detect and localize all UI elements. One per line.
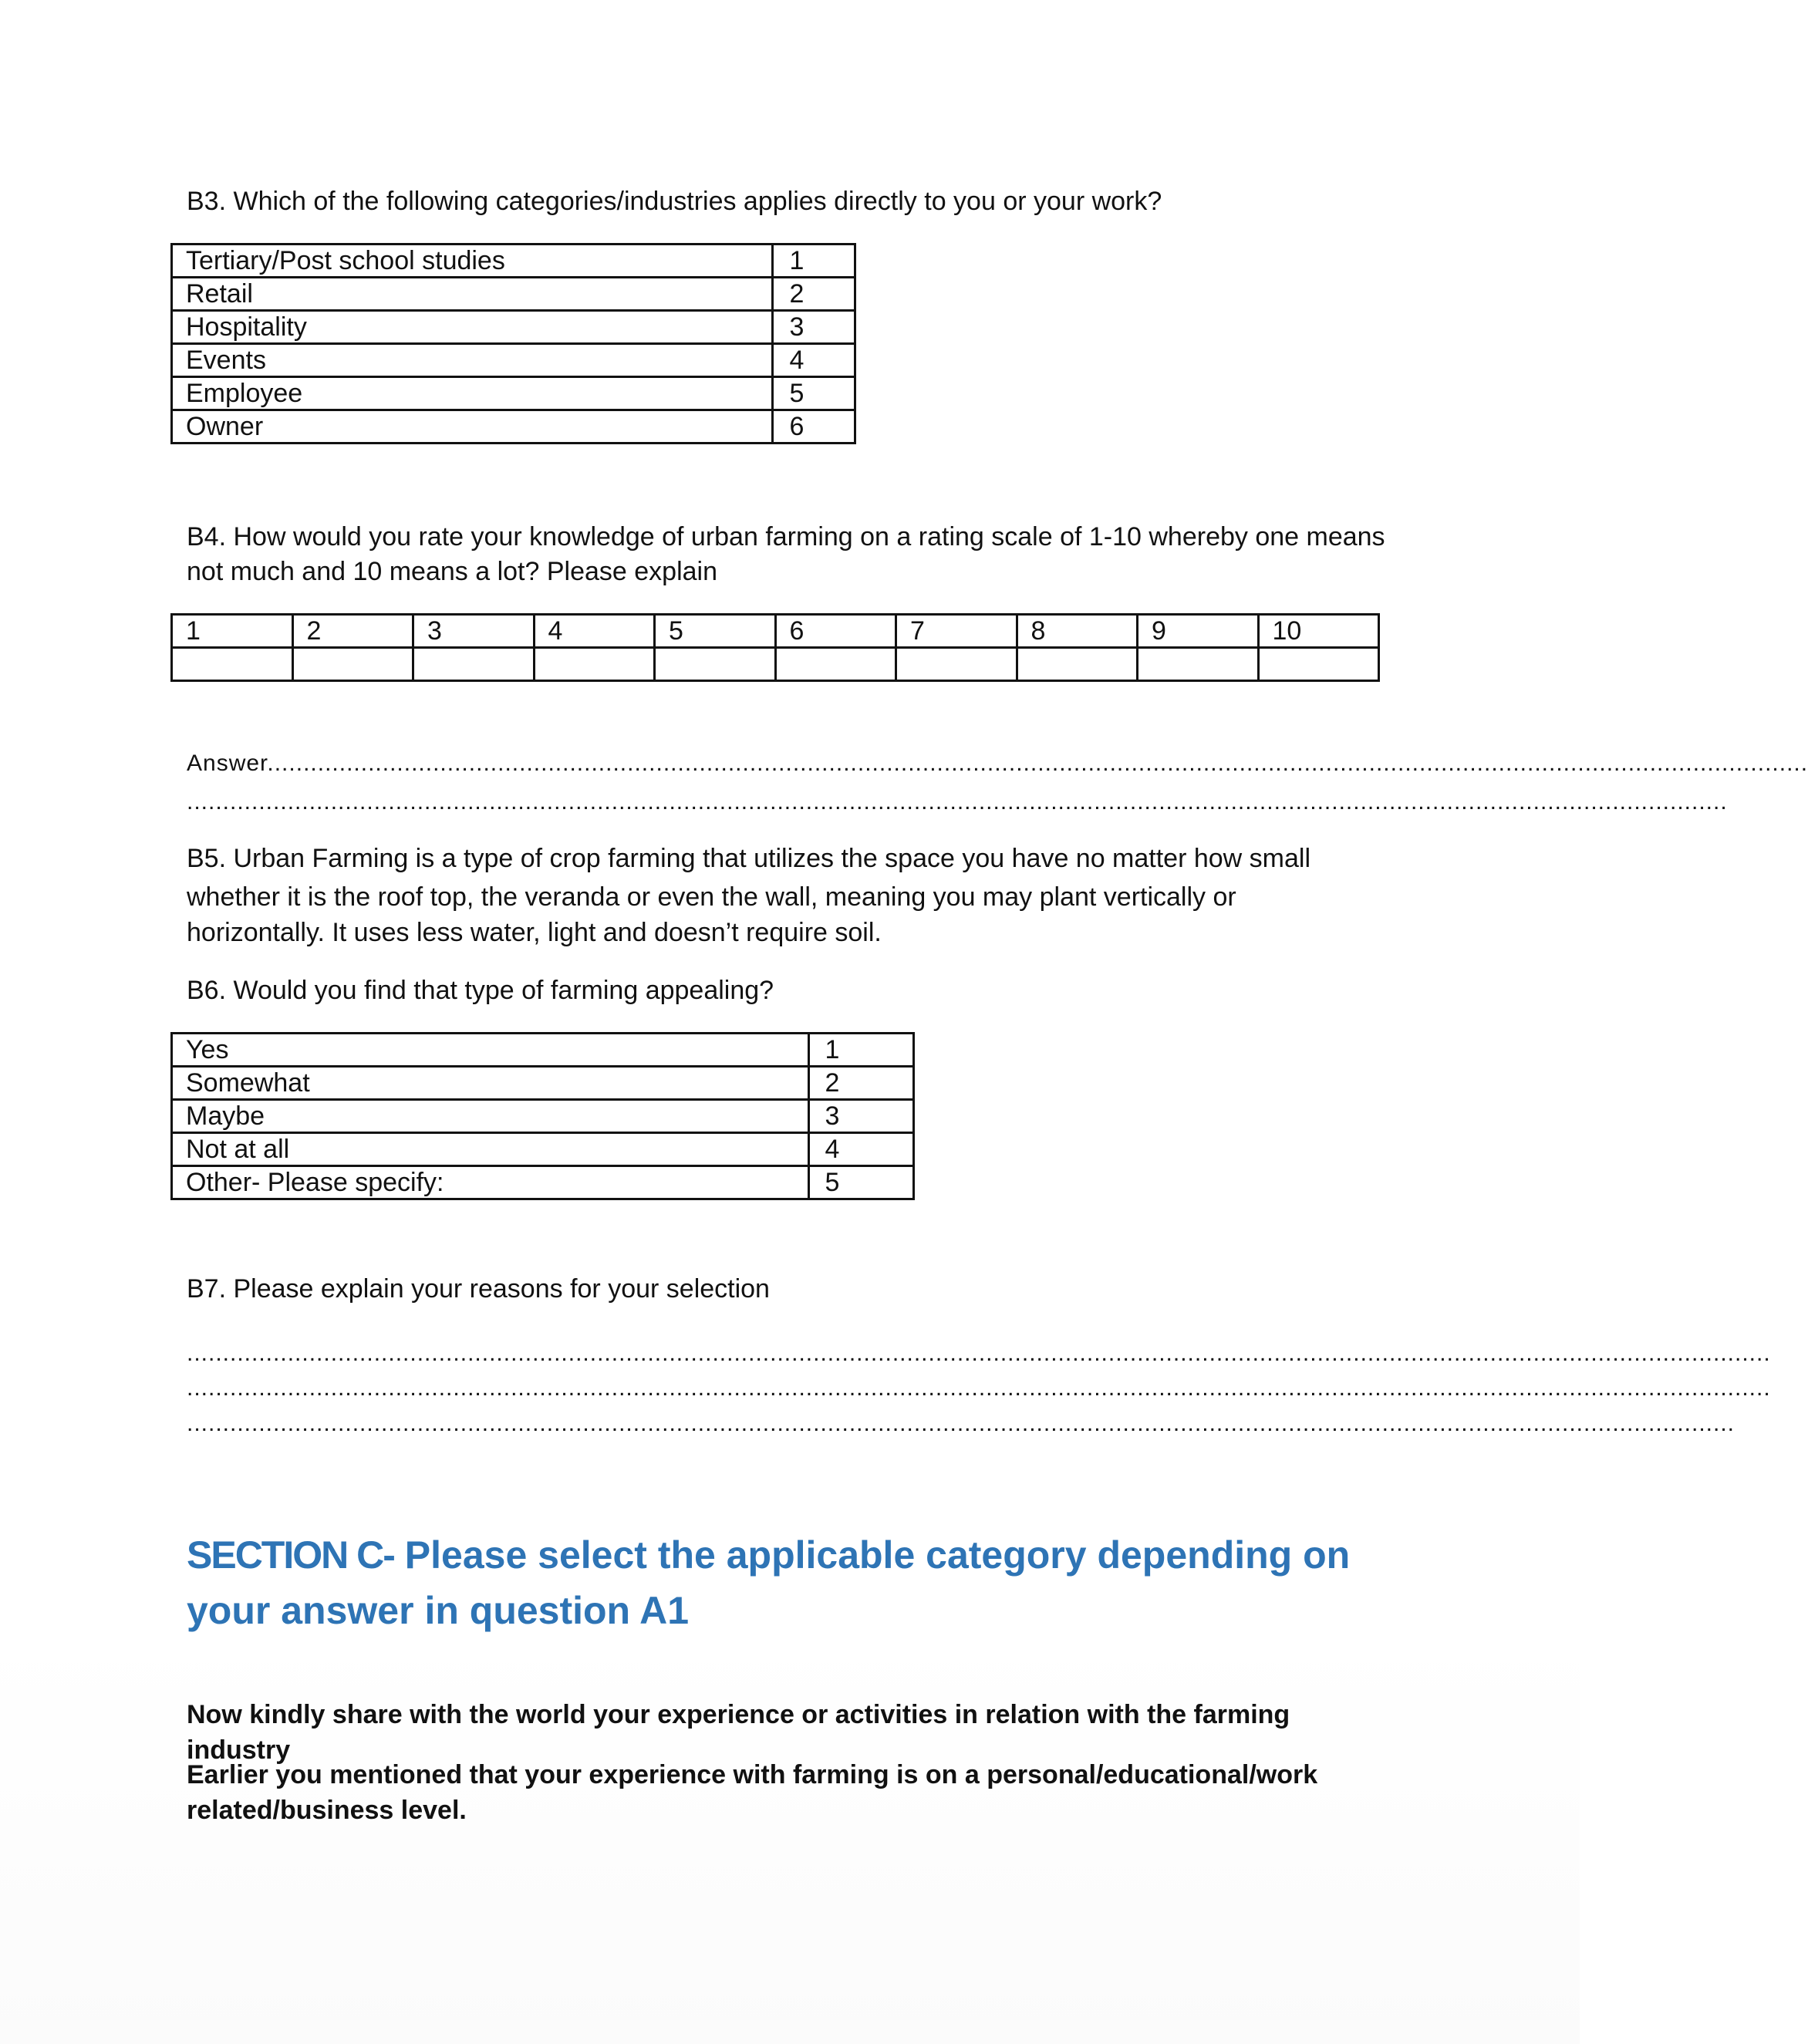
- scale-label: 4: [534, 615, 655, 648]
- answer-label: Answer: [187, 750, 268, 776]
- statement-b5-line2: whether it is the roof top, the veranda or even the wall, meaning you may plant vertically or: [187, 882, 1236, 912]
- option-label: Retail: [172, 278, 773, 311]
- answer-line-1[interactable]: [187, 748, 1808, 779]
- option-code: 1: [808, 1034, 914, 1067]
- answer-dots: ......................................................................................................................................................................................................................: [267, 750, 1808, 776]
- option-label: Maybe: [172, 1100, 809, 1133]
- scale-answer-cell[interactable]: [292, 648, 413, 681]
- b4-rating-scale: [170, 613, 1380, 682]
- scale-label: 1: [172, 615, 293, 648]
- table-row[interactable]: [172, 344, 855, 377]
- table-row[interactable]: [172, 311, 855, 344]
- question-b4-line2: not much and 10 means a lot? Please explain: [187, 557, 718, 586]
- option-code: 1: [773, 245, 855, 278]
- scale-answer-cell[interactable]: [413, 648, 535, 681]
- option-label: Somewhat: [172, 1067, 809, 1100]
- instruction-share-experience: Now kindly share with the world your experience or activities in relation with the farming industry: [187, 1700, 1290, 1765]
- scale-label: 2: [292, 615, 413, 648]
- scale-label: 6: [775, 615, 896, 648]
- scale-answer-cell[interactable]: [1017, 648, 1138, 681]
- table-row[interactable]: [172, 1166, 914, 1199]
- option-code: 6: [773, 410, 855, 444]
- option-code: 4: [808, 1133, 914, 1166]
- b3-options-table: [170, 243, 856, 444]
- option-label: Yes: [172, 1034, 809, 1067]
- table-row[interactable]: [172, 245, 855, 278]
- option-label: Hospitality: [172, 311, 773, 344]
- scale-answer-cell[interactable]: [534, 648, 655, 681]
- b6-options-table: [170, 1032, 915, 1200]
- option-label: Other- Please specify:: [172, 1166, 809, 1199]
- question-b7: B7. Please explain your reasons for your selection: [187, 1274, 770, 1304]
- section-c-heading: [187, 1527, 1390, 1638]
- scale-answer-cell[interactable]: [172, 648, 293, 681]
- option-code: 2: [773, 278, 855, 311]
- scale-label: 5: [655, 615, 776, 648]
- table-row[interactable]: [172, 1133, 914, 1166]
- question-b3: B3. Which of the following categories/industries applies directly to you or your work?: [187, 187, 1162, 216]
- answer-line-2[interactable]: ......................................................................................................................................................................................................................: [187, 789, 1728, 815]
- answer-line-b7-2[interactable]: ............................................................................................................................................................................................................................: [187, 1375, 1771, 1401]
- table-row[interactable]: [172, 377, 855, 410]
- table-row[interactable]: [172, 1100, 914, 1133]
- scale-answer-row: [172, 648, 1379, 681]
- scale-label: 3: [413, 615, 535, 648]
- scale-label: 9: [1138, 615, 1259, 648]
- option-code: 3: [773, 311, 855, 344]
- scale-labels-row: [172, 615, 1379, 648]
- instruction-earlier-mentioned: Earlier you mentioned that your experience with farming is on a personal/educational/work related/business level.: [187, 1760, 1318, 1825]
- option-label: Owner: [172, 410, 773, 444]
- option-code: 5: [773, 377, 855, 410]
- option-label: Employee: [172, 377, 773, 410]
- scale-label: 10: [1258, 615, 1379, 648]
- question-b6: B6. Would you find that type of farming appealing?: [187, 976, 774, 1005]
- option-code: 2: [808, 1067, 914, 1100]
- option-code: 5: [808, 1166, 914, 1199]
- table-row[interactable]: [172, 1034, 914, 1067]
- scale-label: 8: [1017, 615, 1138, 648]
- option-label: Not at all: [172, 1133, 809, 1166]
- question-b4-line1: B4. How would you rate your knowledge of urban farming on a rating scale of 1-10 whereby one means: [187, 522, 1385, 551]
- answer-line-b7-1[interactable]: ............................................................................................................................................................................................................................: [187, 1341, 1771, 1366]
- statement-b5-line3: horizontally. It uses less water, light and doesn’t require soil.: [187, 918, 882, 947]
- answer-line-b7-3[interactable]: .......................................................................................................................................................................................................................: [187, 1411, 1735, 1436]
- option-label: Events: [172, 344, 773, 377]
- table-row[interactable]: [172, 278, 855, 311]
- option-code: 3: [808, 1100, 914, 1133]
- scale-answer-cell[interactable]: [655, 648, 776, 681]
- scale-answer-cell[interactable]: [775, 648, 896, 681]
- scale-label: 7: [896, 615, 1017, 648]
- table-row[interactable]: [172, 1067, 914, 1100]
- table-row[interactable]: [172, 410, 855, 444]
- scale-answer-cell[interactable]: [896, 648, 1017, 681]
- section-c-lead: SECTION C-: [187, 1533, 394, 1577]
- scale-answer-cell[interactable]: [1138, 648, 1259, 681]
- section-c-title: Please select the applicable category depending on your answer in question A1: [187, 1533, 1351, 1632]
- option-label: Tertiary/Post school studies: [172, 245, 773, 278]
- option-code: 4: [773, 344, 855, 377]
- statement-b5-line1: B5. Urban Farming is a type of crop farming that utilizes the space you have no matter how small: [187, 844, 1311, 873]
- scale-answer-cell[interactable]: [1258, 648, 1379, 681]
